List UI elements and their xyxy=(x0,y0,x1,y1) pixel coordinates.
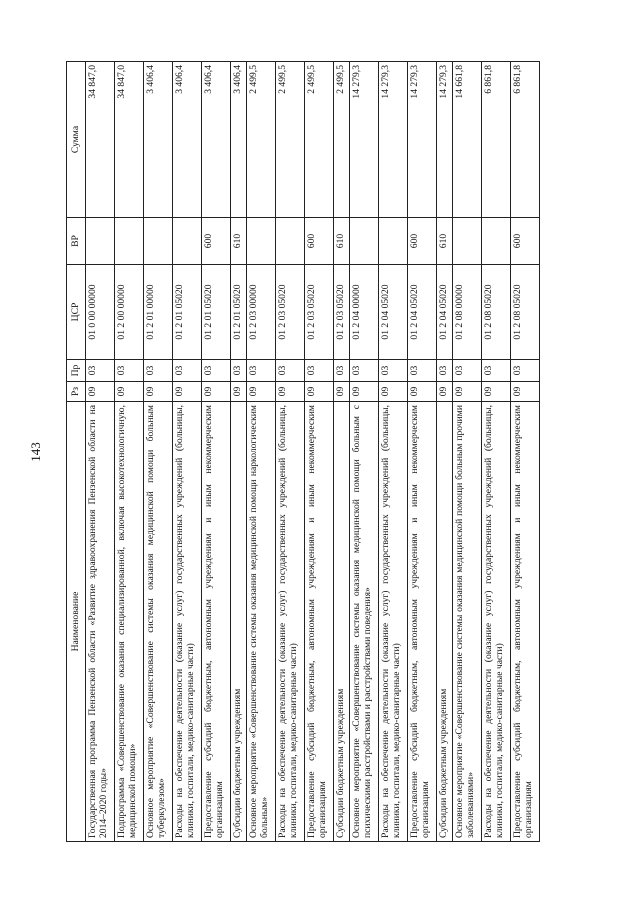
table-row xyxy=(115,62,144,842)
table-header-row xyxy=(67,62,86,842)
row-name: Субсидии бюджетным учреждениям xyxy=(334,402,350,842)
row-sum: 3 406,4 xyxy=(202,62,231,218)
row-sum: 2 499,5 xyxy=(247,62,276,218)
row-pr: 03 xyxy=(173,360,202,382)
page-number: 143 xyxy=(28,442,43,462)
row-rz: 09 xyxy=(305,382,334,402)
row-name: Государственная программа Пензенской области «Развитие здравоохранения Пензенской области на 2014–2020 годы» xyxy=(86,402,115,842)
table-row xyxy=(350,62,379,842)
row-csr: 01 2 01 05020 xyxy=(173,265,202,360)
table-row xyxy=(86,62,115,842)
budget-table xyxy=(66,61,540,842)
row-sum: 34 847,0 xyxy=(86,62,115,218)
row-name: Расходы на обеспечение деятельности (оказание услуг) государственных учреждений (больницы, клиники, госпитали, медико-санитарные части) xyxy=(173,402,202,842)
row-sum: 2 499,5 xyxy=(334,62,350,218)
row-name: Подпрограмма «Совершенствование оказания специализированной, включая высокотехнологичную, медицинской помощи» xyxy=(115,402,144,842)
row-rz: 09 xyxy=(173,382,202,402)
row-pr: 03 xyxy=(144,360,173,382)
row-csr: 01 0 00 00000 xyxy=(86,265,115,360)
row-csr: 01 2 03 05020 xyxy=(276,265,305,360)
row-pr: 03 xyxy=(408,360,437,382)
table-row xyxy=(202,62,231,842)
row-sum: 14 279,3 xyxy=(379,62,408,218)
row-rz: 09 xyxy=(247,382,276,402)
row-csr: 01 2 00 00000 xyxy=(115,265,144,360)
row-sum: 14 279,3 xyxy=(408,62,437,218)
row-rz: 09 xyxy=(453,382,482,402)
row-name: Субсидии бюджетным учреждениям xyxy=(231,402,247,842)
row-vr xyxy=(86,218,115,265)
row-name: Основное мероприятие «Совершенствование системы оказания медицинской помощи наркологическим больным» xyxy=(247,402,276,842)
row-name: Основное мероприятие «Совершенствование системы оказания медицинской помощи больным туберкулезом» xyxy=(144,402,173,842)
row-pr: 03 xyxy=(437,360,453,382)
row-pr: 03 xyxy=(334,360,350,382)
row-rz: 09 xyxy=(350,382,379,402)
table-row xyxy=(173,62,202,842)
row-pr: 03 xyxy=(202,360,231,382)
row-vr xyxy=(453,218,482,265)
table-row xyxy=(408,62,437,842)
row-name: Расходы на обеспечение деятельности (оказание услуг) государственных учреждений (больницы, клиники, госпитали, медико-санитарные части) xyxy=(276,402,305,842)
row-pr: 03 xyxy=(115,360,144,382)
row-csr: 01 2 08 05020 xyxy=(511,265,540,360)
row-csr: 01 2 01 00000 xyxy=(144,265,173,360)
table-row xyxy=(231,62,247,842)
row-name: Предоставление субсидий бюджетным, автономным учреждениям и иным некоммерческим организациям xyxy=(408,402,437,842)
row-pr: 03 xyxy=(247,360,276,382)
row-rz: 09 xyxy=(482,382,511,402)
row-vr xyxy=(350,218,379,265)
row-csr: 01 2 01 05020 xyxy=(231,265,247,360)
row-rz: 09 xyxy=(276,382,305,402)
row-sum: 3 406,4 xyxy=(144,62,173,218)
table-row xyxy=(437,62,453,842)
row-name: Субсидии бюджетным учреждениям xyxy=(437,402,453,842)
table-row xyxy=(305,62,334,842)
row-pr: 03 xyxy=(453,360,482,382)
row-name: Предоставление субсидий бюджетным, автономным учреждениям и иным некоммерческим организациям xyxy=(305,402,334,842)
table-row xyxy=(276,62,305,842)
row-vr xyxy=(379,218,408,265)
row-vr xyxy=(247,218,276,265)
row-name: Расходы на обеспечение деятельности (оказание услуг) государственных учреждений (больницы, клиники, госпитали, медико-санитарные части) xyxy=(379,402,408,842)
row-pr: 03 xyxy=(350,360,379,382)
row-csr: 01 2 03 05020 xyxy=(334,265,350,360)
row-pr: 03 xyxy=(482,360,511,382)
rotated-table-container xyxy=(66,62,570,842)
row-vr: 610 xyxy=(334,218,350,265)
row-pr: 03 xyxy=(86,360,115,382)
row-vr xyxy=(115,218,144,265)
row-vr xyxy=(276,218,305,265)
row-name: Предоставление субсидий бюджетным, автономным учреждениям и иным некоммерческим организациям xyxy=(202,402,231,842)
header-name: Наименование xyxy=(67,402,86,842)
row-pr: 03 xyxy=(379,360,408,382)
table-row xyxy=(144,62,173,842)
row-vr xyxy=(173,218,202,265)
table-row xyxy=(482,62,511,842)
row-sum: 2 499,5 xyxy=(276,62,305,218)
row-vr xyxy=(144,218,173,265)
row-vr: 600 xyxy=(408,218,437,265)
row-rz: 09 xyxy=(379,382,408,402)
header-pr: Пр xyxy=(67,360,86,382)
row-csr: 01 2 04 05020 xyxy=(437,265,453,360)
row-csr: 01 2 04 05020 xyxy=(379,265,408,360)
header-sum: Сумма xyxy=(67,62,86,218)
header-rz: Рз xyxy=(67,382,86,402)
row-sum: 14 661,8 xyxy=(453,62,482,218)
row-csr: 01 2 03 05020 xyxy=(305,265,334,360)
row-rz: 09 xyxy=(231,382,247,402)
header-vr: ВР xyxy=(67,218,86,265)
row-name: Предоставление субсидий бюджетным, автономным учреждениям и иным некоммерческим организациям xyxy=(511,402,540,842)
row-vr: 600 xyxy=(305,218,334,265)
row-sum: 6 861,8 xyxy=(511,62,540,218)
row-rz: 09 xyxy=(437,382,453,402)
row-rz: 09 xyxy=(115,382,144,402)
row-vr xyxy=(482,218,511,265)
row-sum: 14 279,3 xyxy=(437,62,453,218)
row-rz: 09 xyxy=(334,382,350,402)
row-name: Основное мероприятие «Совершенствование системы оказания медицинской помощи больным с психическими расстройствами и расстройствами поведения» xyxy=(350,402,379,842)
row-vr: 610 xyxy=(437,218,453,265)
row-sum: 2 499,5 xyxy=(305,62,334,218)
table-row xyxy=(247,62,276,842)
table-row xyxy=(511,62,540,842)
table-row xyxy=(334,62,350,842)
row-name: Расходы на обеспечение деятельности (оказание услуг) государственных учреждений (больницы, клиники, госпитали, медико-санитарные части) xyxy=(482,402,511,842)
row-csr: 01 2 01 05020 xyxy=(202,265,231,360)
row-pr: 03 xyxy=(276,360,305,382)
row-csr: 01 2 04 00000 xyxy=(350,265,379,360)
row-pr: 03 xyxy=(231,360,247,382)
row-sum: 34 847,0 xyxy=(115,62,144,218)
row-rz: 09 xyxy=(511,382,540,402)
row-vr: 610 xyxy=(231,218,247,265)
row-csr: 01 2 04 05020 xyxy=(408,265,437,360)
row-sum: 3 406,4 xyxy=(173,62,202,218)
row-csr: 01 2 08 05020 xyxy=(482,265,511,360)
row-csr: 01 2 03 00000 xyxy=(247,265,276,360)
row-rz: 09 xyxy=(86,382,115,402)
row-pr: 03 xyxy=(511,360,540,382)
row-sum: 6 861,8 xyxy=(482,62,511,218)
row-rz: 09 xyxy=(408,382,437,402)
table-row xyxy=(453,62,482,842)
row-rz: 09 xyxy=(144,382,173,402)
table-row xyxy=(379,62,408,842)
row-vr: 600 xyxy=(511,218,540,265)
header-csr: ЦСР xyxy=(67,265,86,360)
row-csr: 01 2 08 00000 xyxy=(453,265,482,360)
row-rz: 09 xyxy=(202,382,231,402)
row-pr: 03 xyxy=(305,360,334,382)
row-sum: 14 279,3 xyxy=(350,62,379,218)
row-sum: 3 406,4 xyxy=(231,62,247,218)
row-name: Основное мероприятие «Совершенствование системы оказания медицинской помощи больным прочими заболеваниями» xyxy=(453,402,482,842)
row-vr: 600 xyxy=(202,218,231,265)
